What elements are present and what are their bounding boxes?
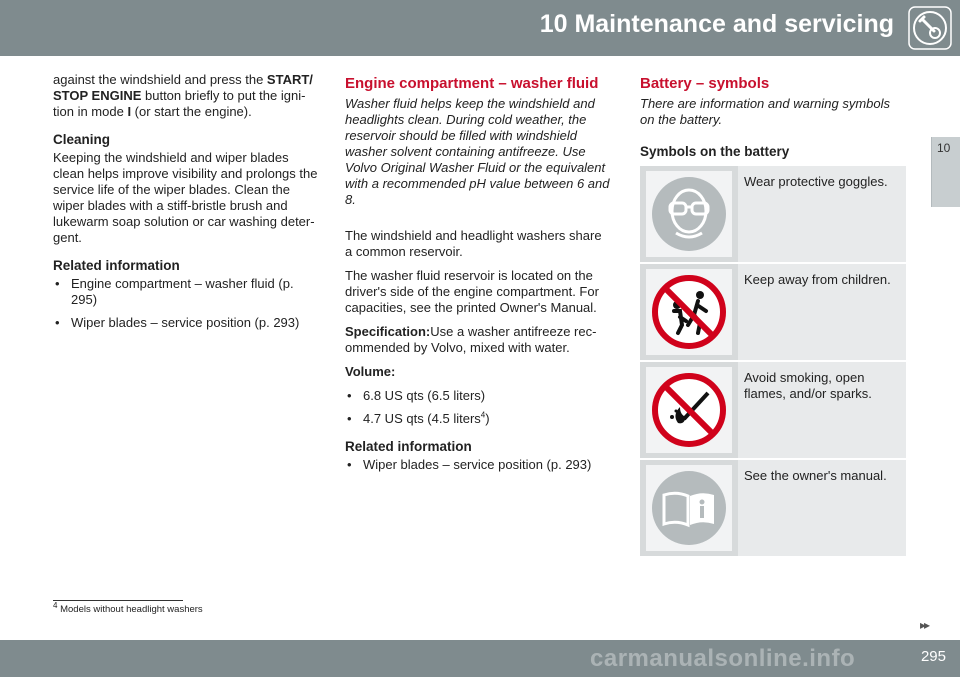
symbols-table bbox=[640, 164, 906, 558]
protective-goggles-icon bbox=[650, 175, 728, 253]
footnote-ref[interactable]: 4 bbox=[480, 410, 486, 420]
intro-paragraph: against the windshield and press the START/ STOP ENGINE button briefly to put the igni-tion in mode I (or start the engine). bbox=[53, 72, 313, 119]
related-link[interactable]: • Engine compartment – washer fluid (p. 295) bbox=[55, 276, 294, 307]
related-link[interactable]: • Wiper blades – service position (p. 293) bbox=[347, 457, 592, 472]
no-smoking-flames-icon bbox=[650, 371, 728, 449]
symbol-description: See the owner's manual. bbox=[738, 460, 906, 556]
table-row bbox=[640, 166, 906, 262]
related-link[interactable]: • Wiper blades – service position (p. 293) bbox=[55, 315, 300, 330]
symbol-description: Wear protective goggles. bbox=[738, 166, 906, 262]
related-info-heading: Related information bbox=[345, 439, 472, 454]
battery-symbols-intro: There are information and warning symbols on the battery. bbox=[640, 96, 891, 127]
table-row bbox=[640, 460, 906, 556]
washer-fluid-intro: Washer fluid helps keep the windshield and headlights clean. During cold weather, the reservoir should be filled with windshield washer solvent containing antifreeze. Use Volvo Original Washer Fluid or the equivalent with a recommended pH value between 6 and 8. bbox=[345, 96, 610, 207]
volume-label: Volume: bbox=[345, 364, 396, 379]
symbol-description: Avoid smoking, open flames, and/or sparks. bbox=[738, 362, 906, 458]
chapter-tab-label: 10 bbox=[937, 141, 951, 155]
symbols-heading: Symbols on the battery bbox=[640, 144, 790, 159]
wrench-gear-icon bbox=[908, 6, 952, 50]
specification-paragraph: Specification:Use a washer antifreeze rec-ommended by Volvo, mixed with water. bbox=[345, 324, 597, 355]
washer-paragraph: The washer fluid reservoir is located on the driver's side of the engine compartment. For capacities, see the printed Owner's Manual. bbox=[345, 268, 599, 315]
washer-paragraph: The windshield and headlight washers share a common reservoir. bbox=[345, 228, 602, 259]
next-page-arrows[interactable]: ▸▸ bbox=[920, 618, 929, 632]
cleaning-text: Keeping the windshield and wiper blades clean helps improve visibility and prolongs the service life of the wiper blades. Clean the wiper blades with a stiff-bristle brush and lukewarm soap solution or car washing deter-gent. bbox=[53, 150, 318, 245]
page-number: 295 bbox=[920, 648, 946, 665]
battery-symbols-title: Battery – symbols bbox=[640, 75, 770, 92]
related-info-heading: Related information bbox=[53, 258, 180, 273]
list-item: • 4.7 US qts (4.5 liters$^4$) bbox=[347, 410, 490, 426]
cleaning-heading: Cleaning bbox=[53, 132, 111, 147]
related-info-list bbox=[53, 276, 319, 331]
column-1 bbox=[53, 72, 319, 338]
footnote-divider bbox=[53, 600, 183, 601]
list-item: • 6.8 US qts (6.5 liters) bbox=[347, 388, 486, 403]
washer-fluid-title: Engine compartment – washer fluid bbox=[345, 75, 599, 92]
table-row bbox=[640, 264, 906, 360]
owners-manual-icon bbox=[650, 469, 728, 547]
column-3 bbox=[640, 72, 906, 558]
volume-list bbox=[345, 388, 611, 427]
footnote: $^4$ Models without headlight washers bbox=[53, 600, 203, 615]
related-info-list bbox=[345, 457, 611, 473]
table-row bbox=[640, 362, 906, 458]
chapter-title: 10 Maintenance and servicing bbox=[539, 10, 894, 38]
keep-away-from-children-icon bbox=[650, 273, 728, 351]
watermark: carmanualsonline.info bbox=[590, 645, 856, 672]
symbol-description: Keep away from children. bbox=[738, 264, 906, 360]
column-2 bbox=[345, 72, 611, 480]
